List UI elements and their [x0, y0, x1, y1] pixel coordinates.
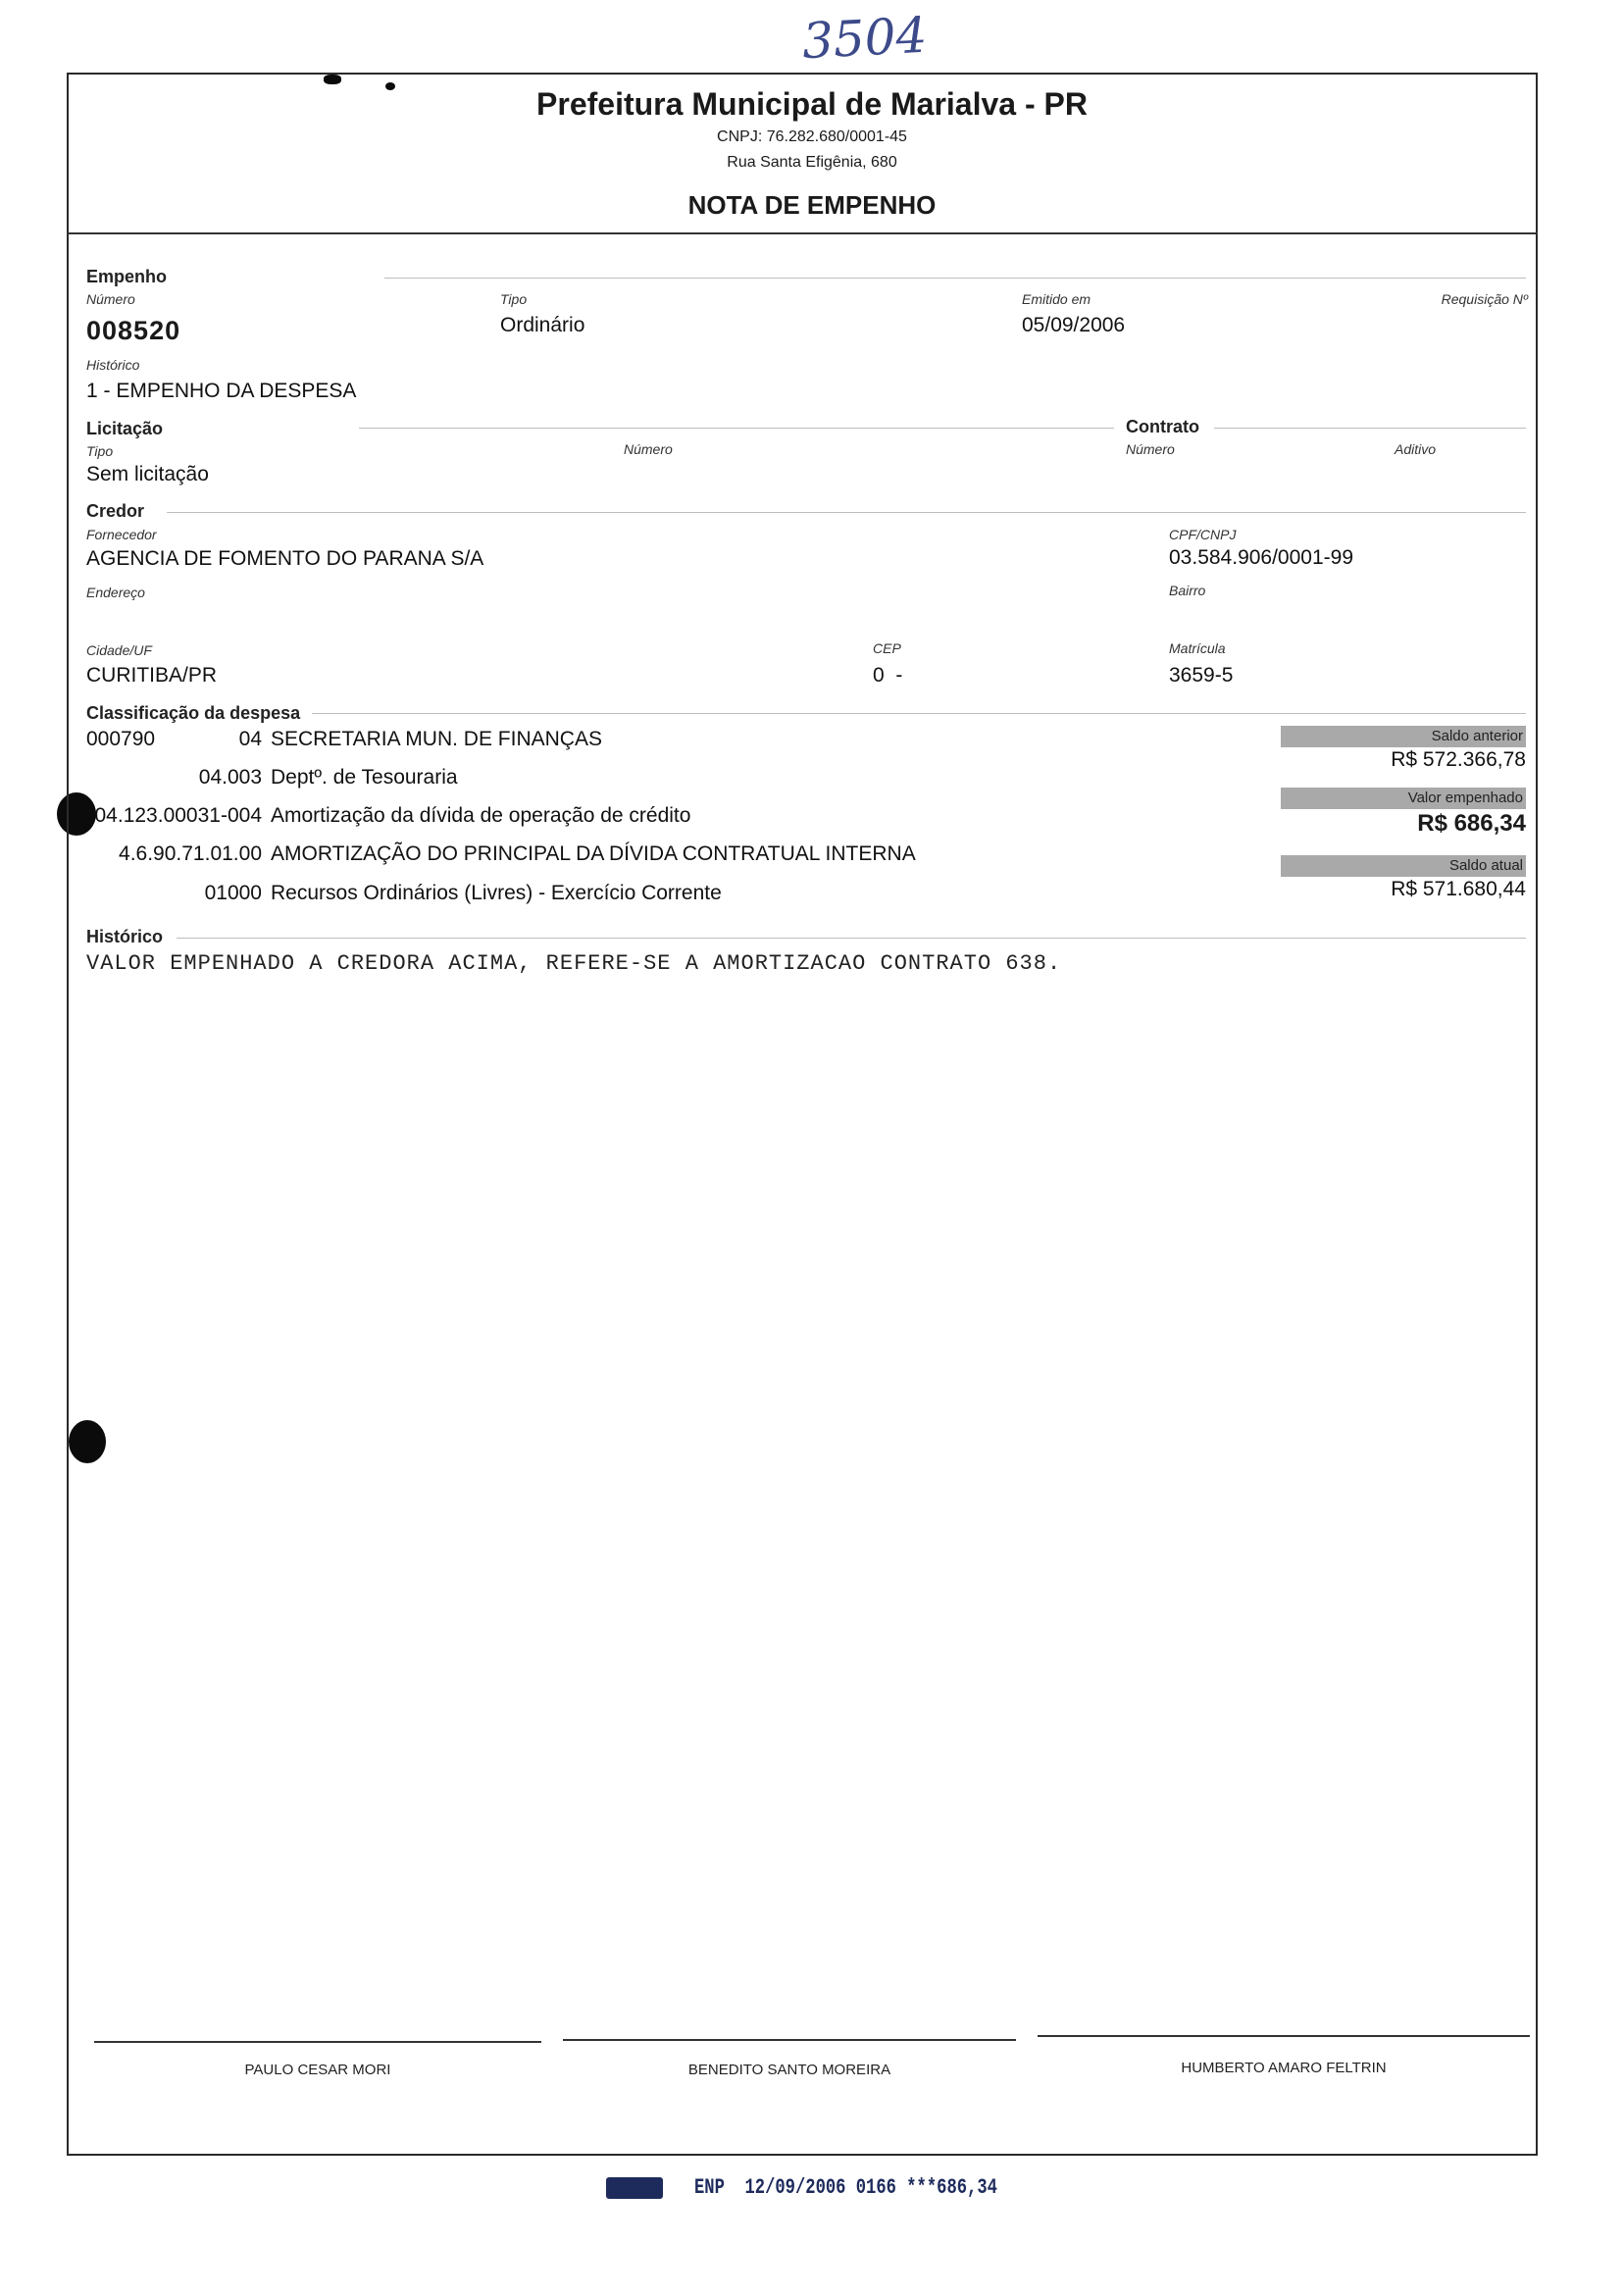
licitacao-rule: [359, 428, 1114, 429]
empenho-historico-label: Histórico: [86, 357, 140, 373]
requisicao-label: Requisição Nº: [1441, 291, 1528, 307]
credor-rule: [167, 512, 1526, 513]
contrato-rule: [1214, 428, 1526, 429]
empenho-tipo-label: Tipo: [500, 291, 528, 307]
classificacao-row-code: 4.6.90.71.01.00: [119, 842, 262, 865]
signature-name: PAULO CESAR MORI: [244, 2062, 391, 2078]
endereco-label: Endereço: [86, 585, 145, 600]
matricula-label: Matrícula: [1169, 640, 1226, 656]
classificacao-row-text: Deptº. de Tesouraria: [271, 766, 458, 789]
classificacao-row-text: AMORTIZAÇÃO DO PRINCIPAL DA DÍVIDA CONTRATUAL INTERNA: [271, 842, 916, 865]
document-title: NOTA DE EMPENHO: [687, 190, 937, 220]
historico-section-label: Histórico: [86, 927, 164, 946]
saldo-anterior-label: Saldo anterior: [1281, 726, 1526, 747]
contrato-section-label: Contrato: [1126, 417, 1199, 436]
empenho-numero-label: Número: [86, 291, 135, 307]
classificacao-row-text: Recursos Ordinários (Livres) - Exercício Corrente: [271, 882, 722, 904]
licitacao-numero-label: Número: [624, 441, 673, 457]
authentication-stamp: ENP 12/09/2006 0166 ***686,34: [694, 2175, 997, 2200]
stamp-logo-icon: [606, 2177, 663, 2199]
signature-line: [94, 2041, 541, 2043]
signature-name: HUMBERTO AMARO FELTRIN: [1181, 2060, 1387, 2076]
classificacao-row-code: 04: [238, 728, 262, 750]
valor-empenhado-value: R$ 686,34: [1417, 810, 1526, 837]
signature-line: [1038, 2035, 1530, 2037]
cpf-cnpj-label: CPF/CNPJ: [1169, 527, 1237, 542]
header-divider: [67, 232, 1538, 234]
empenho-rule: [384, 278, 1526, 279]
credor-section-label: Credor: [86, 501, 145, 521]
empenho-historico: 1 - EMPENHO DA DESPESA: [86, 380, 357, 402]
signature-line: [563, 2039, 1016, 2041]
matricula-value: 3659-5: [1169, 664, 1234, 687]
saldo-atual-label: Saldo atual: [1281, 855, 1526, 877]
signature-name: BENEDITO SANTO MOREIRA: [687, 2062, 891, 2078]
valor-empenhado-label: Valor empenhado: [1281, 788, 1526, 809]
empenho-numero: 008520: [86, 316, 181, 345]
cpf-cnpj-value: 03.584.906/0001-99: [1169, 546, 1354, 569]
header-cnpj: CNPJ: 76.282.680/0001-45: [717, 128, 907, 145]
classificacao-row-code: 01000: [204, 882, 262, 904]
fornecedor-label: Fornecedor: [86, 527, 157, 542]
cep-label: CEP: [873, 640, 901, 656]
empenho-tipo: Ordinário: [500, 314, 585, 336]
handwritten-mark: 3504: [800, 6, 929, 71]
saldo-atual-value: R$ 571.680,44: [1391, 878, 1526, 900]
licitacao-tipo-label: Tipo: [86, 443, 114, 459]
contrato-aditivo-label: Aditivo: [1395, 441, 1437, 457]
emitido-label: Emitido em: [1022, 291, 1091, 307]
page-title: Prefeitura Municipal de Marialva - PR: [536, 86, 1088, 122]
classificacao-row-text: Amortização da dívida de operação de crédito: [271, 804, 691, 827]
bairro-label: Bairro: [1169, 583, 1206, 598]
cidade-value: CURITIBA/PR: [86, 664, 218, 687]
emitido-date: 05/09/2006: [1022, 314, 1126, 336]
classificacao-code: 000790: [86, 728, 156, 750]
header-address: Rua Santa Efigênia, 680: [727, 154, 897, 171]
classificacao-row-code: 04.123.00031-004: [94, 804, 262, 827]
saldo-anterior-value: R$ 572.366,78: [1391, 748, 1526, 771]
fornecedor-name: AGENCIA DE FOMENTO DO PARANA S/A: [86, 547, 484, 570]
classificacao-row-code: 04.003: [198, 766, 262, 789]
licitacao-tipo: Sem licitação: [86, 463, 209, 485]
historico-rule: [177, 938, 1526, 939]
classificacao-section-label: Classificação da despesa: [86, 703, 301, 723]
contrato-numero-label: Número: [1126, 441, 1175, 457]
licitacao-section-label: Licitação: [86, 419, 164, 438]
classificacao-rule: [312, 713, 1526, 714]
historico-text: VALOR EMPENHADO A CREDORA ACIMA, REFERE-SE A AMORTIZACAO CONTRATO 638.: [86, 951, 1062, 976]
cidade-label: Cidade/UF: [86, 642, 152, 658]
empenho-section-label: Empenho: [86, 267, 168, 286]
classificacao-row-text: SECRETARIA MUN. DE FINANÇAS: [271, 728, 602, 750]
cep-value: 0 -: [873, 664, 903, 687]
